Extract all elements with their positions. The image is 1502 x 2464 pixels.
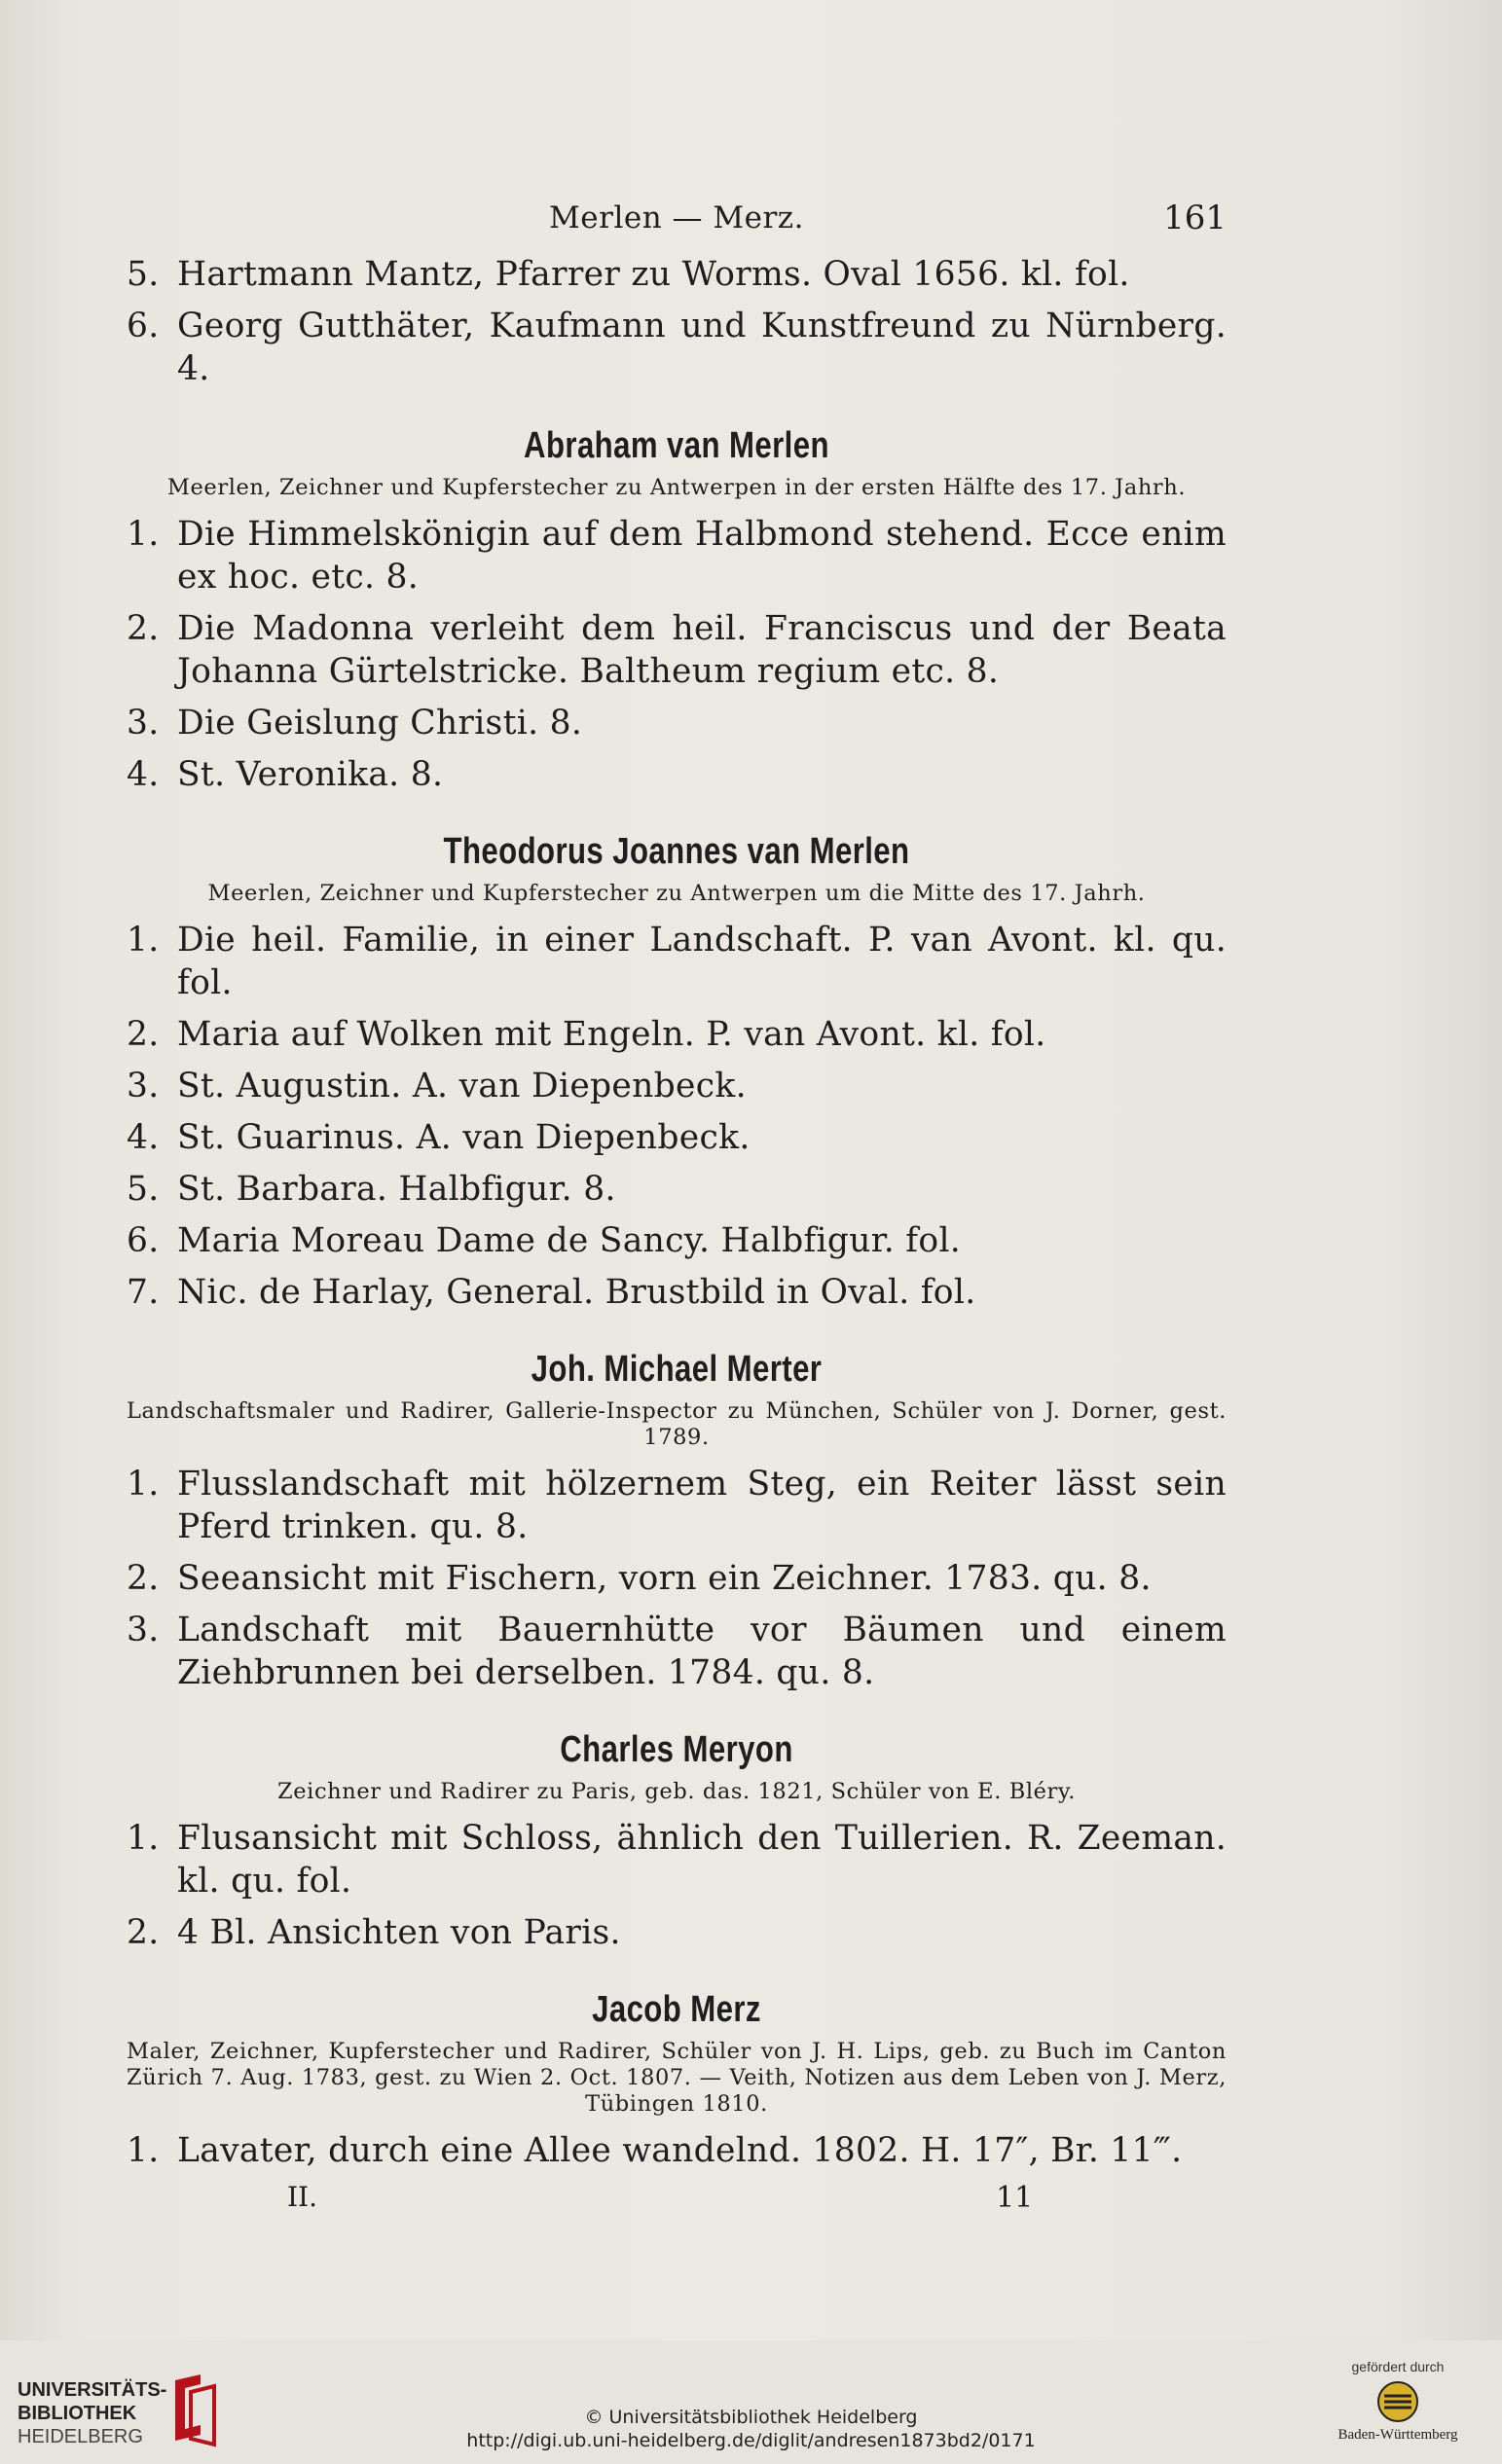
item-number: 2.: [127, 1913, 160, 1952]
item-number: 3.: [127, 704, 160, 743]
running-head-title: Merlen — Merz.: [549, 200, 804, 236]
item-text: St. Barbara. Halbfigur. 8.: [177, 1170, 616, 1209]
item-text: Georg Gutthäter, Kaufmann und Kunstfreund zu Nürnberg. 4.: [177, 307, 1227, 388]
list-item: [127, 1609, 1227, 1694]
item-text: Flusslandschaft mit hölzernem Steg, ein Reiter lässt sein Pferd trinken. qu. 8.: [177, 1465, 1227, 1546]
item-number: 5.: [127, 1170, 160, 1209]
item-text: St. Augustin. A. van Diepenbeck.: [177, 1067, 747, 1105]
list-item: [127, 1817, 1227, 1902]
item-number: 2.: [127, 1559, 160, 1598]
list-item: [127, 1557, 1227, 1600]
item-text: Maria auf Wolken mit Engeln. P. van Avont. kl. fol.: [177, 1015, 1046, 1054]
item-text: Die Madonna verleiht dem heil. Franciscus und der Beata Johanna Gürtelstricke. Baltheum regium etc. 8.: [177, 609, 1227, 691]
footer: [0, 2406, 1502, 2452]
item-number: 2.: [127, 609, 160, 648]
state-crest-icon: [1376, 2380, 1419, 2423]
section-heading: Abraham van Merlen: [524, 425, 829, 466]
section-description: Meerlen, Zeichner und Kupferstecher zu Antwerpen um die Mitte des 17. Jahrh.: [207, 881, 1146, 906]
item-number: 7.: [127, 1273, 160, 1312]
item-number: 5.: [127, 255, 160, 294]
list-item: [127, 513, 1227, 598]
list-item: [127, 253, 1227, 296]
library-logo-line: UNIVERSITÄTS-: [18, 2379, 167, 2401]
item-text: Flusansicht mit Schloss, ähnlich den Tuillerien. R. Zeeman. kl. qu. fol.: [177, 1819, 1227, 1901]
list-item: [127, 1013, 1227, 1056]
sponsor-state: Baden-Württemberg: [1337, 2427, 1458, 2443]
library-logo-line: BIBLIOTHEK: [18, 2403, 137, 2424]
running-head: [127, 195, 1227, 253]
section-description: Landschaftsmaler und Radirer, Gallerie-Inspector zu München, Schüler von J. Dorner, gest. 1789.: [127, 1398, 1227, 1450]
item-number: 6.: [127, 307, 160, 345]
item-text: Maria Moreau Dame de Sancy. Halbfigur. fol.: [177, 1221, 962, 1260]
section-description: Maler, Zeichner, Kupferstecher und Radirer, Schüler von J. H. Lips, geb. zu Buch im Canton Zürich 7. Aug. 1783, gest. zu Wien 2. Oct. 1807. — Veith, Notizen aus dem Leben von J. Merz, Tübingen 1810.: [127, 2039, 1227, 2117]
section-heading: Jacob Merz: [592, 1989, 761, 2030]
item-text: Die Geislung Christi. 8.: [177, 704, 583, 743]
item-number: 2.: [127, 1015, 160, 1054]
page-content: [127, 195, 1227, 2224]
item-number: 3.: [127, 1067, 160, 1105]
library-logo-line: HEIDELBERG: [18, 2426, 143, 2447]
list-item: [127, 1065, 1227, 1107]
item-number: 4.: [127, 1118, 160, 1157]
list-item: [127, 1219, 1227, 1262]
copyright-text: © Universitätsbibliothek Heidelberg: [584, 2407, 918, 2428]
section-description: Zeichner und Radirer zu Paris, geb. das. 1821, Schüler von E. Bléry.: [277, 1779, 1076, 1804]
item-number: 1.: [127, 1819, 160, 1858]
sponsor-logo[interactable]: [1315, 2359, 1481, 2456]
item-number: 6.: [127, 1221, 160, 1260]
signature-mark: II.: [287, 2181, 318, 2213]
list-item: [127, 1168, 1227, 1211]
item-text: Lavater, durch eine Allee wandelnd. 1802. H. 17″, Br. 11‴.: [177, 2131, 1183, 2170]
list-item: [127, 1116, 1227, 1159]
list-item: [127, 2129, 1227, 2172]
item-number: 3.: [127, 1611, 160, 1649]
list-item: [127, 753, 1227, 796]
item-text: Die heil. Familie, in einer Landschaft. P. van Avont. kl. qu. fol.: [177, 921, 1227, 1002]
sheet-number: 11: [996, 2181, 1034, 2215]
item-text: Die Himmelskönigin auf dem Halbmond stehend. Ecce enim ex hoc. etc. 8.: [177, 515, 1227, 597]
list-item: [127, 919, 1227, 1004]
list-item: [127, 305, 1227, 390]
section-heading: Charles Meryon: [560, 1729, 793, 1770]
section-heading: Joh. Michael Merter: [531, 1349, 823, 1390]
item-text: Hartmann Mantz, Pfarrer zu Worms. Oval 1656. kl. fol.: [177, 255, 1130, 294]
item-text: St. Veronika. 8.: [177, 755, 444, 794]
item-text: Nic. de Harlay, General. Brustbild in Oval. fol.: [177, 1273, 976, 1312]
item-number: 1.: [127, 1465, 160, 1504]
list-item: [127, 1463, 1227, 1548]
section-description: Meerlen, Zeichner und Kupferstecher zu Antwerpen in der ersten Hälfte des 17. Jahrh.: [166, 475, 1187, 500]
item-text: Seeansicht mit Fischern, vorn ein Zeichner. 1783. qu. 8.: [177, 1559, 1152, 1598]
sponsor-label: gefördert durch: [1351, 2359, 1445, 2374]
item-text: 4 Bl. Ansichten von Paris.: [177, 1913, 621, 1952]
item-number: 1.: [127, 2131, 160, 2170]
list-item: [127, 1911, 1227, 1954]
item-number: 1.: [127, 515, 160, 554]
item-text: Landschaft mit Bauernhütte vor Bäumen und einem Ziehbrunnen bei derselben. 1784. qu. 8.: [177, 1611, 1227, 1692]
list-item: [127, 607, 1227, 693]
list-item: [127, 1271, 1227, 1314]
page-number: 161: [1163, 199, 1227, 237]
item-number: 1.: [127, 921, 160, 960]
list-item: [127, 702, 1227, 744]
section-heading: Theodorus Joannes van Merlen: [443, 831, 910, 872]
item-text: St. Guarinus. A. van Diepenbeck.: [177, 1118, 751, 1157]
page-foot: [127, 2181, 1227, 2224]
item-number: 4.: [127, 755, 160, 794]
source-url-link[interactable]: http://digi.ub.uni-heidelberg.de/diglit/andresen1873bd2/0171: [466, 2430, 1036, 2451]
